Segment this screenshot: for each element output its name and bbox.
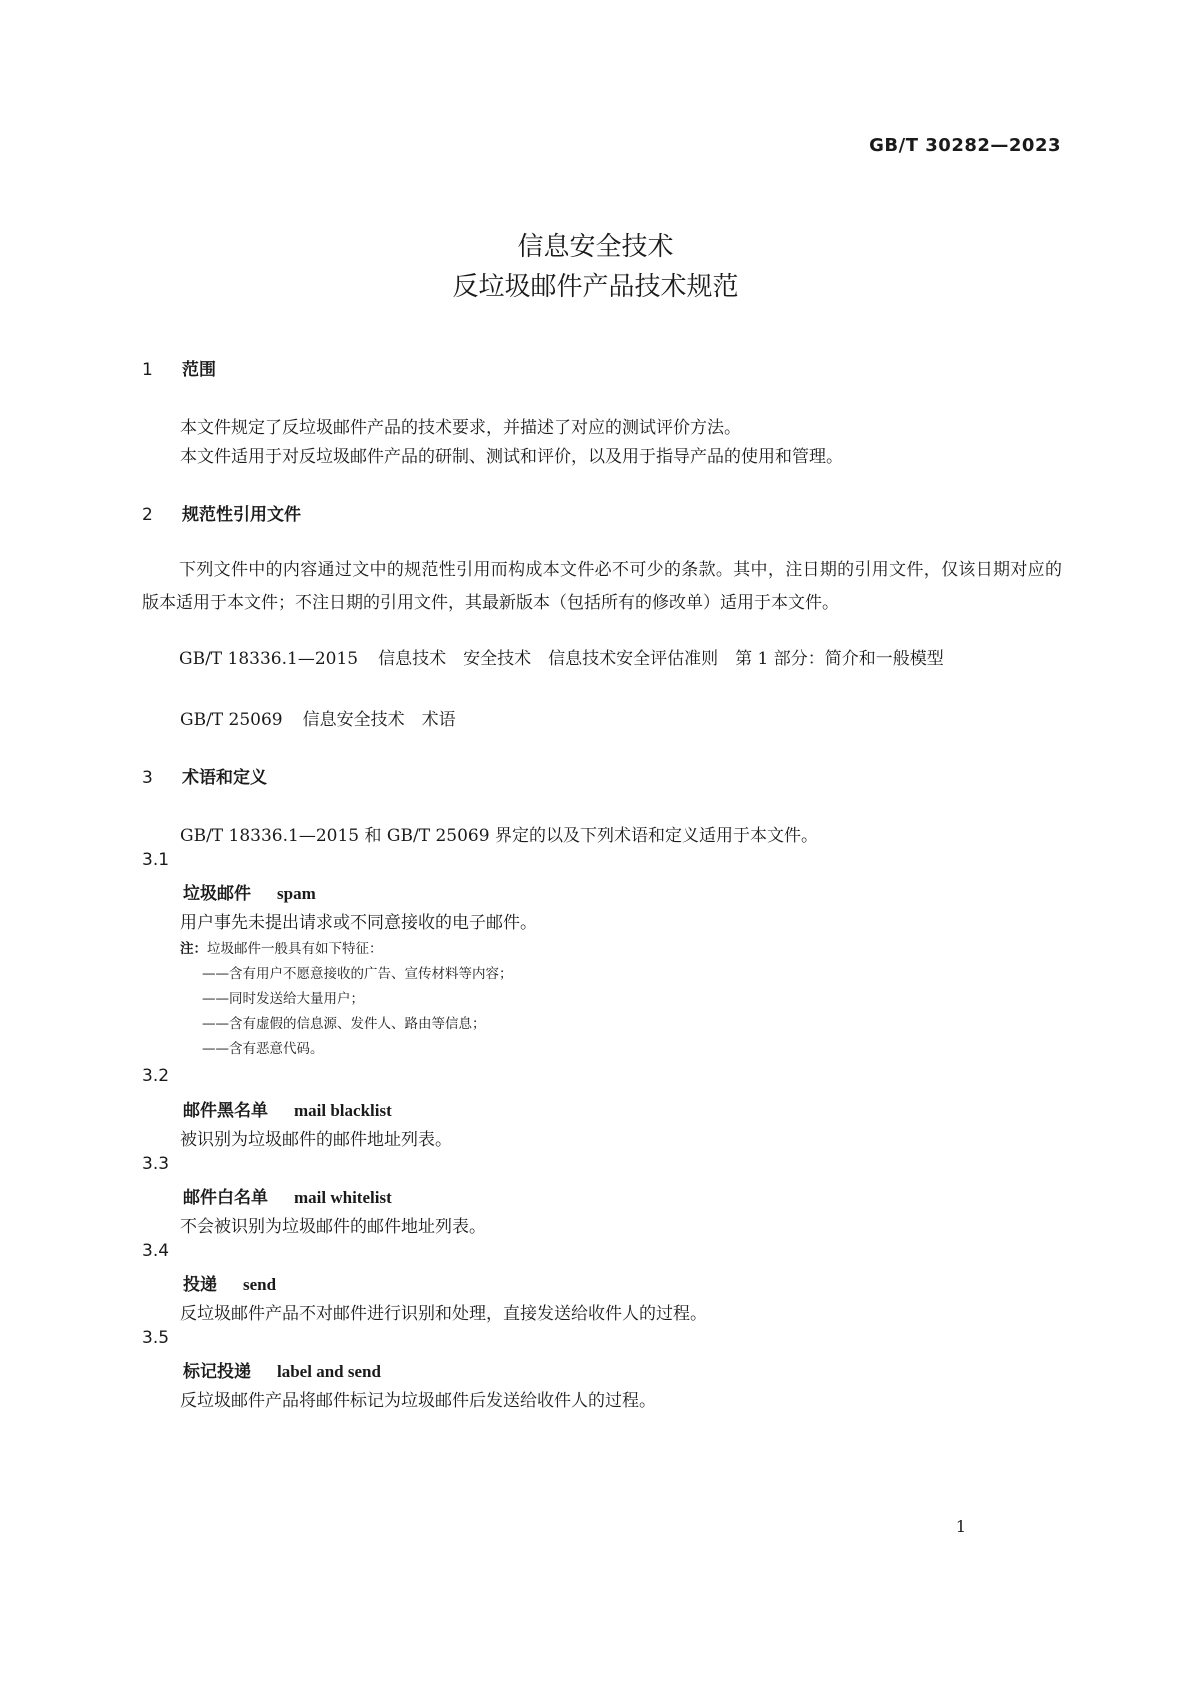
reference-code: GB/T 25069 [180,710,283,730]
section-number: 2 [142,505,153,525]
term-heading [183,1183,392,1208]
paragraph: 本文件适用于对反垃圾邮件产品的研制、测试和评价，以及用于指导产品的使用和管理。 [180,447,843,467]
term-en: send [243,1275,277,1294]
term-en: label and send [277,1362,381,1381]
term-heading [183,1096,392,1121]
term-definition: 反垃圾邮件产品不对邮件进行识别和处理，直接发送给收件人的过程。 [180,1304,707,1324]
note-item: ——同时发送给大量用户； [202,991,364,1007]
term-number: 3.2 [142,1066,170,1086]
reference-code: GB/T 18336.1—2015 [179,649,359,669]
term-definition: 被识别为垃圾邮件的邮件地址列表。 [180,1130,452,1150]
section-title: 术语和定义 [182,768,267,788]
term-zh: 标记投递 [183,1362,251,1382]
reference-title: 信息安全技术 术语 [302,710,456,730]
term-heading [183,1270,276,1295]
section-title: 规范性引用文件 [182,505,301,525]
section-number: 1 [142,360,153,380]
note [180,937,383,957]
term-definition: 用户事先未提出请求或不同意接收的电子邮件。 [180,913,537,933]
term-number: 3.1 [142,850,170,870]
standard-number: GB/T 30282—2023 [869,135,1061,156]
title-line-1: 信息安全技术 [517,232,674,262]
term-en: mail whitelist [294,1188,392,1207]
reference-title: 信息技术 安全技术 信息技术安全评估准则 第 1 部分：简介和一般模型 [378,649,944,669]
section-2-heading [142,500,301,525]
term-zh: 邮件黑名单 [183,1101,268,1121]
note-item: ——含有恶意代码。 [202,1041,324,1057]
section-number: 3 [142,768,153,788]
title-line-2: 反垃圾邮件产品技术规范 [452,272,739,302]
section-1-heading [142,355,216,380]
paragraph: GB/T 18336.1—2015 和 GB/T 25069 界定的以及下列术语和定义适用于本文件。 [180,826,818,846]
term-number: 3.4 [142,1241,170,1261]
term-heading [183,1357,381,1382]
section-3-heading [142,763,267,788]
note-intro: 垃圾邮件一般具有如下特征： [207,941,383,957]
term-definition: 反垃圾邮件产品将邮件标记为垃圾邮件后发送给收件人的过程。 [180,1391,656,1411]
reference-item [180,705,456,730]
note-label: 注： [180,941,207,957]
note-item: ——含有虚假的信息源、发件人、路由等信息； [202,1016,486,1032]
term-zh: 垃圾邮件 [183,884,251,904]
paragraph: 本文件规定了反垃圾邮件产品的技术要求，并描述了对应的测试评价方法。 [180,418,741,438]
section-title: 范围 [182,360,216,380]
term-zh: 邮件白名单 [183,1188,268,1208]
term-en: mail blacklist [294,1101,392,1120]
paragraph: 下列文件中的内容通过文中的规范性引用而构成本文件必不可少的条款。其中，注日期的引用文件，仅该日期对应的版本适用于本文件；不注日期的引用文件，其最新版本（包括所有的修改单）适用于本文件。 [142,560,1062,613]
term-number: 3.3 [142,1154,170,1174]
term-en: spam [277,884,316,903]
term-heading [183,879,316,904]
term-zh: 投递 [183,1275,217,1295]
term-number: 3.5 [142,1328,170,1348]
note-item: ——含有用户不愿意接收的广告、宣传材料等内容； [202,966,513,982]
page-number: 1 [955,1517,966,1536]
term-definition: 不会被识别为垃圾邮件的邮件地址列表。 [180,1217,486,1237]
reference-item [142,643,1062,676]
